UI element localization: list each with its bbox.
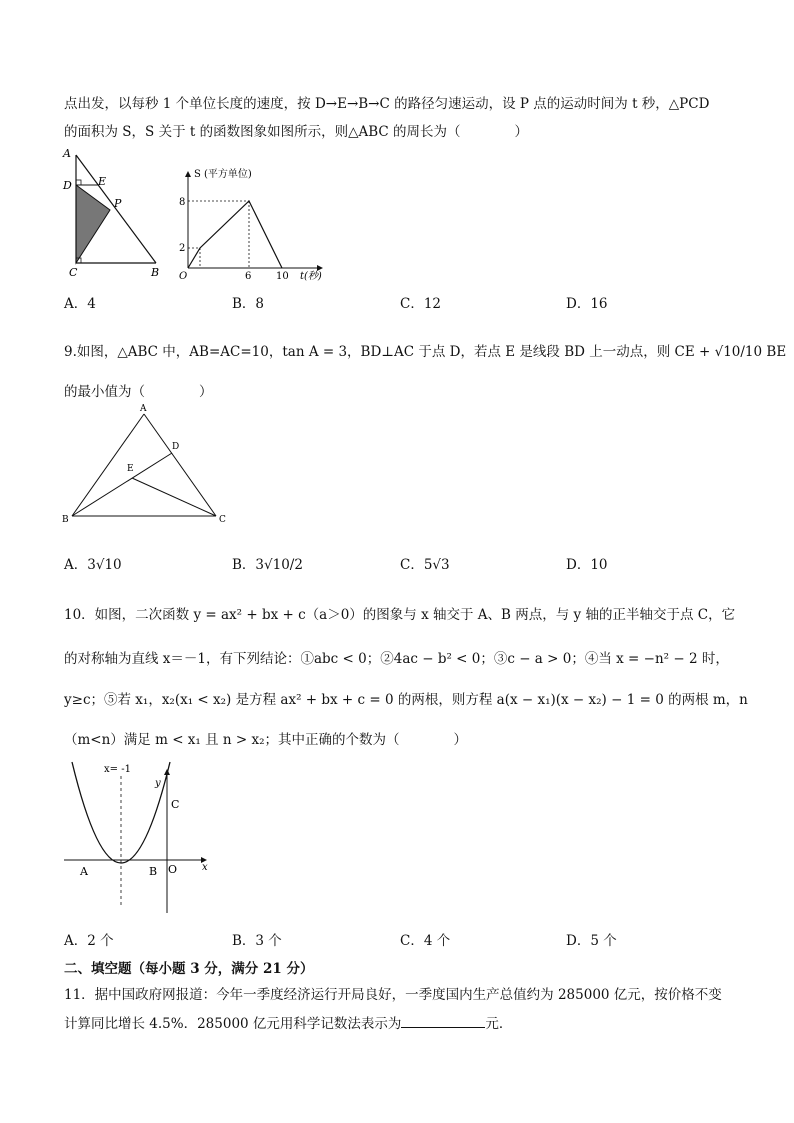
q11-text-after: 元． xyxy=(485,1016,513,1032)
label-D: D xyxy=(172,442,180,452)
q9-option-a[interactable]: A．3√10 xyxy=(64,557,122,573)
q10-option-d[interactable]: D．5 个 xyxy=(566,933,617,949)
ytick-2: 2 xyxy=(179,243,186,254)
q11-text-line1: 11．据中国政府网报道：今年一季度经济运行开局良好，一季度国内生产总值约为 285000 亿元，按价格不变 xyxy=(64,987,722,1003)
label-E: E xyxy=(127,464,134,474)
q11-text-line2 xyxy=(64,1012,512,1032)
section-title-fill-in: 二、填空题（每小题 3 分，满分 21 分） xyxy=(64,961,314,977)
q9-triangle-figure xyxy=(60,398,240,530)
q8-option-d[interactable]: D．16 xyxy=(566,296,608,312)
label-O: O xyxy=(168,863,178,876)
label-C: C xyxy=(219,515,226,525)
label-P: P xyxy=(114,197,122,210)
graph-ylabel: S (平方单位) xyxy=(194,169,252,180)
xtick-6: 6 xyxy=(245,271,252,282)
label-B: B xyxy=(149,865,158,878)
q10-text-line3: y≥c；⑤若 x₁，x₂(x₁ < x₂) 是方程 ax² + bx + c = 0 的两根，则方程 a(x − x₁)(x − x₂) − 1 = 0 的两根 m，n xyxy=(64,692,748,708)
q8-text-line2: 的面积为 S，S 关于 t 的函数图象如图所示，则△ABC 的周长为（ ） xyxy=(64,124,529,140)
q10-text-line1: 10．如图，二次函数 y = ax² + bx + c（a＞0）的图象与 x 轴交于 A、B 两点，与 y 轴的正半轴交于点 C，它 xyxy=(64,607,736,623)
q8-text-line1: 点出发，以每秒 1 个单位长度的速度，按 D→E→B→C 的路径匀速运动，设 P 点的运动时间为 t 秒，△PCD xyxy=(64,96,710,112)
label-D: D xyxy=(63,179,72,192)
q9-option-d[interactable]: D．10 xyxy=(566,557,608,573)
q10-text-line4: （m<n）满足 m < x₁ 且 n > x₂；其中正确的个数为（ ） xyxy=(64,732,468,748)
q10-text-line2: 的对称轴为直线 x＝－1，有下列结论：①abc < 0；②4ac − b² < 0；③c − a > 0；④当 x = −n² − 2 时， xyxy=(64,651,729,667)
q10-option-c[interactable]: C．4 个 xyxy=(400,933,451,949)
xtick-10: 10 xyxy=(276,271,289,282)
label-A: A xyxy=(63,147,71,160)
q10-option-b[interactable]: B．3 个 xyxy=(232,933,282,949)
shaded-triangle-pcd xyxy=(76,185,110,263)
symmetry-label: x= -1 xyxy=(104,764,131,775)
q8-option-b[interactable]: B．8 xyxy=(232,296,265,312)
q9-text-line2: 的最小值为（ ） xyxy=(64,384,213,400)
q10-option-a[interactable]: A．2 个 xyxy=(64,933,114,949)
q9-option-c[interactable]: C．5√3 xyxy=(400,557,450,573)
label-E: E xyxy=(98,175,107,188)
q11-text-before: 计算同比增长 4.5%．285000 亿元用科学记数法表示为 xyxy=(64,1016,402,1032)
graph-xlabel: t(秒) xyxy=(300,271,322,282)
graph-x-label: x xyxy=(202,862,208,873)
ytick-8: 8 xyxy=(179,197,186,208)
graph-origin: O xyxy=(179,271,188,282)
q8-option-a[interactable]: A．4 xyxy=(64,296,96,312)
label-B: B xyxy=(151,266,160,279)
label-A: A xyxy=(140,404,147,414)
label-B: B xyxy=(62,515,69,525)
q9-text-line1: 9.如图，△ABC 中，AB=AC=10，tan A = 3，BD⊥AC 于点 D，若点 E 是线段 BD 上一动点，则 CE + √10/10 BE xyxy=(64,344,787,360)
q8-triangle-figure xyxy=(60,145,170,280)
label-A: A xyxy=(80,865,88,878)
s-curve xyxy=(188,201,282,268)
q8-option-c[interactable]: C．12 xyxy=(400,296,442,312)
label-C: C xyxy=(171,798,180,811)
q10-parabola-graph xyxy=(60,758,220,918)
label-C: C xyxy=(69,266,78,279)
q8-function-graph xyxy=(172,160,332,282)
graph-y-label: y xyxy=(155,778,161,789)
q11-answer-blank[interactable] xyxy=(401,1015,485,1028)
q9-option-b[interactable]: B．3√10/2 xyxy=(232,557,303,573)
